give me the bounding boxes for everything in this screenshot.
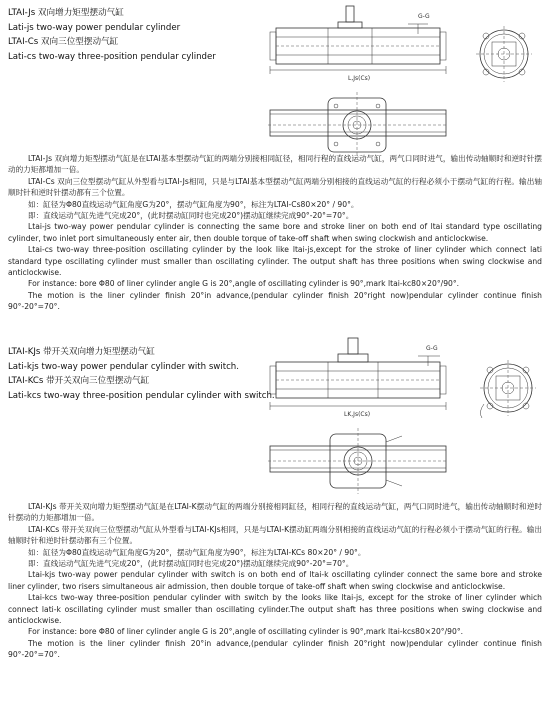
paragraph: For instance: bore Φ80 of liner cylinder angle G is 20°,angle of oscillating cylinder is 90°,mark ltai-kcs80×20°/90°. [28,627,464,637]
heading-cs-cn: LTAI-Cs 双向三位型摆动气缸 [8,37,119,47]
paragraph: 即：直线运动气缸先进气完成20°，(此时摆动缸同时也完成20°)摆动缸继续完成90°-20°=70°。 [28,559,354,569]
paragraph: 如：缸径为Φ80直线运动气缸角度G为20°，摆动气缸角度为90°，标注为LTAI-Cs80×20° / 90°。 [28,199,359,209]
heading-kcs-en: Lati-kcs two-way three-position pendular cylinder with switch. [8,390,275,401]
paragraph: LTAI-Js 双向增力矩型摆动气缸是在LTAI基本型摆动气缸的两端分别接相同缸径，相同行程的直线运动气缸，两气口同时进气，输出传动轴顺时和逆时针摆动的力矩都增加一倍。 [8,154,542,175]
figure1-dimension-label: L,Js(Cs) [348,75,371,82]
heading-js-cn: LTAI-Js 双向增力矩型摆动气缸 [8,8,124,18]
section2-headings [8,345,275,403]
figure1-end-view [474,24,534,84]
paragraph: LTAI-KJs 带开关双向增力矩型摆动气缸是在LTAI-K摆动气缸的两端分别接相同缸径，相同行程的直线运动气缸，两气口同时进气，输出传动轴顺时和逆时针摆动的力矩都增加一倍。 [8,502,542,523]
heading-js-en: Lati-js two-way power pendular cylinder [8,22,181,33]
figure1-section-label: G-G [418,13,430,20]
paragraph: The motion is the liner cylinder finish 20°in advance,(pendular cylinder finish 20°right now)pendular cylinder continue finish 90°-20°=70°. [8,638,542,660]
paragraph: 即：直线运动气缸先进气完成20°，(此时摆动缸同时也完成20°)摆动缸继续完成90°-20°=70°。 [28,211,354,221]
figure2-section-label: G-G [426,345,438,352]
heading-cs-en: Lati-cs two-way three-position pendular cylinder [8,51,216,62]
figure2-end-view [476,356,540,420]
paragraph: LTAI-Cs 双向三位型摆动气缸从外型看与LTAI-Js相同，只是与LTAI基本型摆动气缸两端分别相接的直线运动气缸的行程必须小于摆动气缸的行程。输出轴顺时针和逆时针摆动都有三个位置。 [8,176,542,198]
paragraph: Ltai-js two-way power pendular cylinder is connecting the same bore and stroke liner on both end of ltai standard type oscillating cylinder, two inlet port simultaneously enter air, then double torque of take-off shaft when swing clockwish and anticlockwise. [8,222,542,243]
figure1-side-view [268,4,448,84]
heading-kjs-cn: LTAI-KJs 带开关双向增力矩型摆动气缸 [8,347,155,357]
paragraph: The motion is the liner cylinder finish 20°in advance,(pendular cylinder finish 20°right now)pendular cylinder continue finish 90°-20°=70°. [8,290,542,312]
figure2-dimension-label: LK,Js(Cs) [344,411,371,418]
paragraph: LTAI-KCs 带开关双向三位型摆动气缸从外型看与LTAI-KJs相同，只是与LTAI-K摆动缸两端分别相接的直线运动气缸的行程必须小于摆动气缸的行程。输出轴顺时针和逆时针摆动都有三个位置。 [8,524,542,546]
section1-body [8,153,542,313]
paragraph: Ltai-kcs two-way three-position pendular cylinder with switch by the looks like ltai-js, except for the stroke of liner cylinder which connect lati-k oscillating cylinder must smaller than oscillating cylinder.The output shaft has three positions when swing clockwise and anticlockwise. [8,593,542,626]
paragraph: Ltai-kjs two-way power pendular cylinder with switch is on both end of ltai-k oscillating cylinder connect the same bore and stroke liner cylinder, two risers simultaneous air admission, then double torque of take-off shaft when swing clockwise and anticlockwise. [8,570,542,591]
section1-headings [8,6,216,64]
figure2-side-view [268,336,448,420]
paragraph: 如：缸径为Φ80直线运动气缸角度G为20°，摆动气缸角度为90°，标注为LTAI-KCs 80×20° / 90°。 [28,547,366,557]
paragraph: Ltai-cs two-way three-position oscillating cylinder by the look like ltai-js,except for the stroke of liner cylinder which connect lati standard type oscillating cylinder must smaller than oscillating cylinder. The output shaft has three positions when swing clockwise and anticlockwise. [8,245,542,278]
figure2-top-view [268,428,448,494]
heading-kcs-cn: LTAI-KCs 带开关双向三位型摆动气缸 [8,376,150,386]
section2-body [8,501,542,661]
heading-kjs-en: Lati-kjs two-way power pendular cylinder with switch. [8,361,239,372]
paragraph: For instance: bore Φ80 of liner cylinder angle G is 20°,angle of oscillating cylinder is 90°,mark ltai-kc80×20°/90°. [28,279,460,289]
figure1-top-view [268,92,448,158]
